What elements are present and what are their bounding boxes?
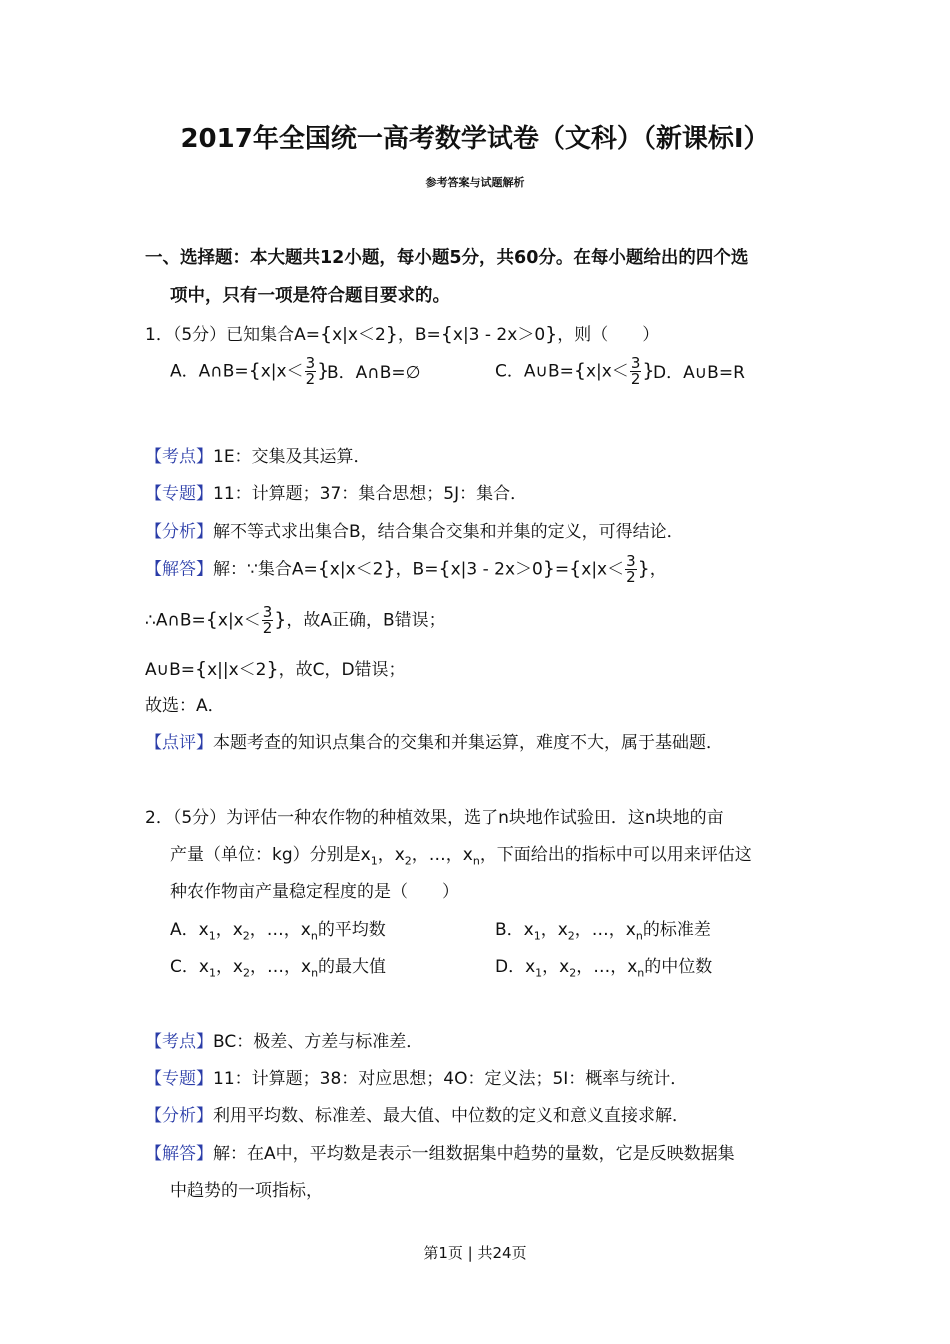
q2-option-a: A．$x_1$，$x_2$，…，$x_n$的平均数 bbox=[170, 920, 386, 943]
q2-stem-line1: 2．（5分）为评估一种农作物的种植效果，选了n块地作试验田．这n块地的亩 bbox=[145, 808, 724, 828]
q1-kaodian: 【考点】1E：交集及其运算． bbox=[145, 447, 371, 467]
q2-option-d: D．$x_1$，$x_2$，…，$x_n$的中位数 bbox=[495, 957, 713, 980]
q1-zhuanti: 【专题】11：计算题；37：集合思想；5J：集合． bbox=[145, 484, 528, 504]
q1-option-a: A．A∩B={x|x＜ $\frac{3}{2}$ } bbox=[170, 354, 330, 388]
q1-jieda-line2: ∴A∩B={x|x＜ $\frac{3}{2}$ }，故A正确，B错误； bbox=[145, 603, 446, 637]
section-heading-line2: 项中，只有一项是符合题目要求的。 bbox=[170, 286, 450, 306]
q2-kaodian: 【考点】BC：极差、方差与标准差． bbox=[145, 1032, 424, 1052]
q2-option-b: B．$x_1$，$x_2$，…，$x_n$的标准差 bbox=[495, 920, 711, 943]
section-heading-line1: 一、选择题：本大题共12小题，每小题5分，共60分。在每小题给出的四个选 bbox=[145, 248, 749, 268]
page-footer: 第1页 | 共24页 bbox=[423, 1244, 527, 1262]
page-subtitle: 参考答案与试题解析 bbox=[425, 176, 525, 189]
q1-jieda-line4: 故选：A． bbox=[145, 696, 225, 716]
fraction: $\frac{3}{2}$ bbox=[305, 354, 316, 388]
q1-stem: 1．（5分）已知集合A={x|x＜2}，B={x|3 - 2x＞0}，则（ ） bbox=[145, 323, 660, 345]
q1-dianping: 【点评】本题考查的知识点集合的交集和并集运算，难度不大，属于基础题． bbox=[145, 733, 723, 753]
q2-zhuanti: 【专题】11：计算题；38：对应思想；4O：定义法；5I：概率与统计． bbox=[145, 1069, 688, 1089]
page-title: 2017年全国统一高考数学试卷（文科）（新课标Ⅰ） bbox=[180, 124, 770, 154]
q2-jieda-line2: 中趋势的一项指标， bbox=[170, 1181, 323, 1201]
q1-fenxi: 【分析】解不等式求出集合B，结合集合交集和并集的定义，可得结论． bbox=[145, 522, 684, 542]
q2-stem-line2: 产量（单位：kg）分别是$x_1$，$x_2$，…，$x_n$，下面给出的指标中可以用来评估这 bbox=[170, 845, 752, 868]
fraction: $\frac{3}{2}$ bbox=[262, 603, 273, 637]
q1-option-b: B．A∩B=∅ bbox=[327, 363, 421, 383]
q2-jieda-line1: 【解答】解：在A中，平均数是表示一组数据集中趋势的量数，它是反映数据集 bbox=[145, 1144, 735, 1164]
q1-jieda-line3: A∪B={x||x＜2}，故C，D错误； bbox=[145, 658, 406, 680]
q1-option-c: C．A∪B={x|x＜ $\frac{3}{2}$ } bbox=[495, 354, 655, 388]
q2-fenxi: 【分析】利用平均数、标准差、最大值、中位数的定义和意义直接求解． bbox=[145, 1106, 689, 1126]
fraction: $\frac{3}{2}$ bbox=[630, 354, 641, 388]
q2-option-c: C．$x_1$，$x_2$，…，$x_n$的最大值 bbox=[170, 957, 387, 980]
q1-option-d: D．A∪B=R bbox=[653, 363, 745, 383]
q1-jieda-line1: 【解答】解：∵集合A={x|x＜2}，B={x|3 - 2x＞0}={x|x＜ $\frac{3}{2}$ }， bbox=[145, 552, 667, 586]
q2-stem-line3: 种农作物亩产量稳定程度的是（ ） bbox=[170, 882, 459, 902]
fraction: $\frac{3}{2}$ bbox=[626, 552, 636, 586]
